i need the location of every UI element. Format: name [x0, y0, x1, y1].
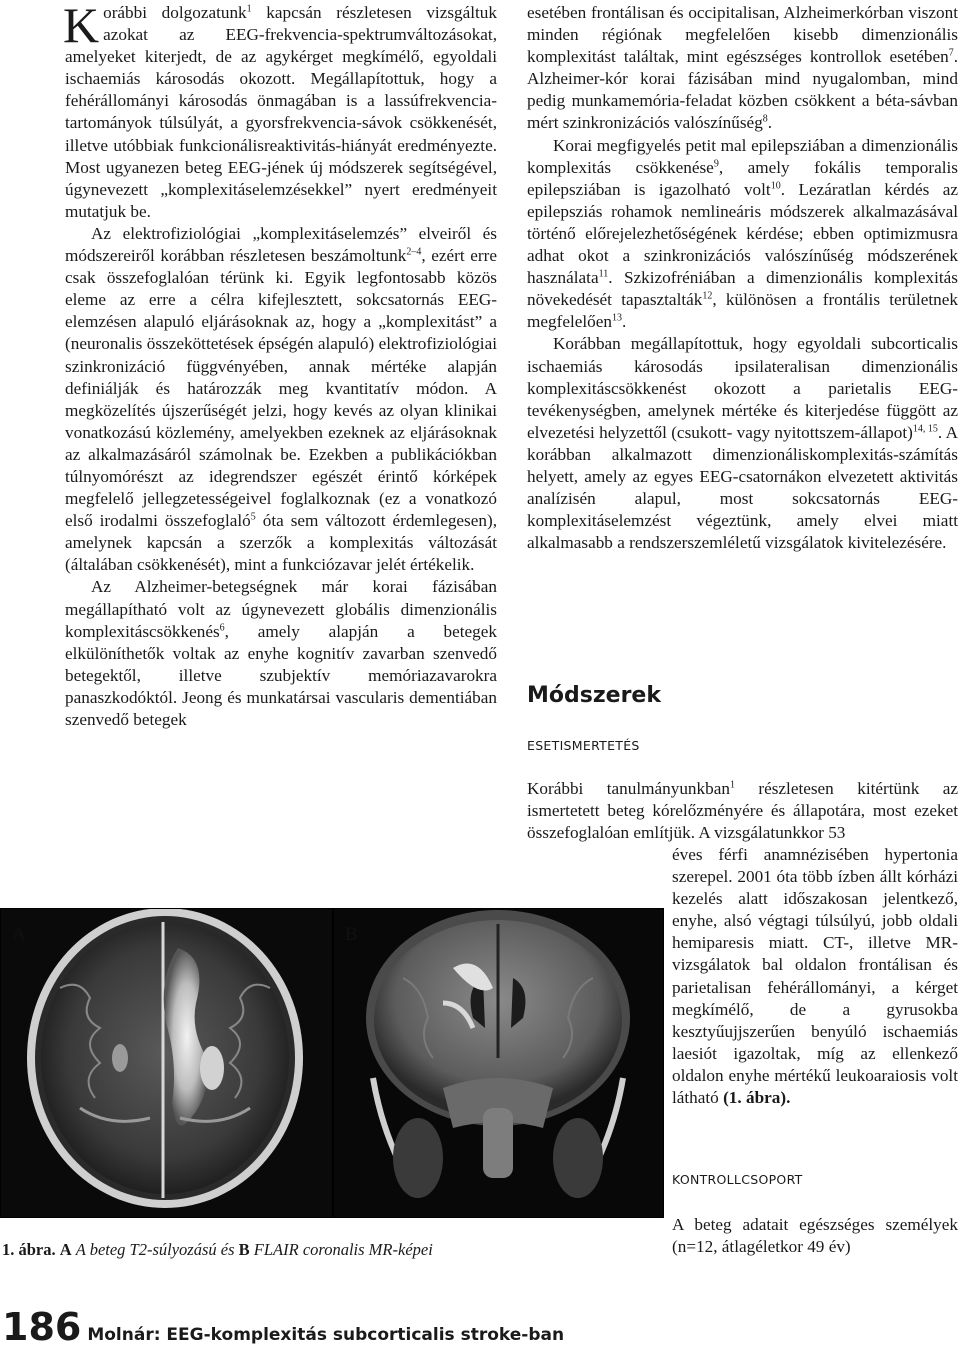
text-run: . [767, 113, 773, 133]
reference-mark: 8 [762, 113, 768, 125]
prior-findings-paragraph [527, 333, 958, 554]
text-run: orábbi dolgozatunk [103, 3, 247, 22]
caption-panel-b: B [238, 1240, 250, 1259]
reference-mark: 12 [702, 290, 713, 302]
text-run: éves férfi anamnézisében hypertonia szerepel. 2001 óta több ízben állt kórházi kezelés alatt időszakosan jelentkező, enyhe, alsó végtagi túlsúlyú, jobb oldali hemiparesis miatt. CT-, illetve MR-vizsgálatok bal oldalon frontálisan és parietalisan fehérállományi, a kérget megkímélő, de a gyrusokba kesztyűujjszerűen benyúló ischaemiás laesiót igazoltak, míg az ellenkező oldalon enyhe mértékű leukoaraiosis volt látható [672, 845, 958, 1108]
figure-label-a: A [12, 924, 26, 945]
subheading-case-report: ESETISMERTETÉS [527, 738, 640, 753]
case-paragraph-narrow [672, 844, 958, 1109]
text-run: Korai megfigyelés petit mal epilepsziában a dimenzionális komplexitás csökkenése [527, 135, 958, 177]
text-run: . A korábban alkalmazott dimenzionáliskomplexitás-számítás helyett, amely az egyes EEG-csatornákon elvezetett aktivitás analízisén alapul, most sokcsatornás EEG-komplexitáselemzést végeztünk, amely elvei miatt alkalmasabb a rendszerszemléletű vizsgálatok kivitelezésére. [527, 422, 958, 553]
reference-mark: 1 [729, 779, 735, 791]
control-group-text: A beteg adatait egészséges személyek (n=12, átlagéletkor 49 év) [672, 1215, 958, 1257]
reference-mark: 7 [948, 47, 954, 59]
reference-mark: 9 [713, 157, 719, 169]
text-run: . Szkizofréniában a dimenzionális komplexitás növekedését tapasztalták [527, 268, 958, 310]
text-run: , különösen a frontális területnek megfelelően [527, 290, 958, 332]
text-run: részletesen kitértünk az ismertetett beteg kórelőzményére és állapotára, most ezeket összefoglalóan említjük. A vizsgálatunkkor 53 [527, 779, 958, 843]
text-run: Az elektrofiziológiai „komplexitáselemzés” elveiről és módszereiről korábban részletesen beszámoltunk [65, 223, 497, 266]
text-run: . Alzheimer-kór korai fázisában mind nyugalomban, mind pedig munkamemória-feladat közben csökkent a béta-sávban mért szinkronizációs valószínűség [527, 47, 958, 133]
epilepsy-paragraph [527, 135, 958, 334]
continuation-paragraph [527, 2, 958, 135]
text-run: , amely fokális temporalis epilepsziában is igazolható volt [527, 157, 958, 199]
alzheimer-paragraph [65, 576, 497, 731]
figure-caption [2, 1240, 433, 1260]
text-run: kapcsán részletesen vizsgáltuk azokat az EEG-frekvencia-spektrumváltozásokat, amelyeket kiterjedt, de az agykérget megkímélő, egyoldali ischaemiás károsodás okozott. Megállapítottuk, hogy a fehérállományi károsodás önmagában is a lassúfrekvencia-tartományok túlsúlyát, a gyorsfrekvencia-sávok csökkenését, illetve utóbbiak funkcionálisreaktivitás-hiányát eredményezte. Most ugyanezen beteg EEG-jének új módszerek segítségével, úgynevezett „komplexitáselemzésekkel” nyert eredményeit mutatjuk be. [65, 3, 497, 221]
caption-label: 1. ábra. [2, 1240, 56, 1259]
running-head: Molnár: EEG-komplexitás subcorticalis stroke-ban [87, 1325, 565, 1345]
reference-mark: 10 [770, 180, 781, 192]
text-run: esetében frontálisan és occipitalisan, Alzheimerkórban viszont minden régiónak megfelelően kisebb dimenzionális komplexitást találtak, mint egészséges kontrollok esetében [527, 3, 958, 67]
case-paragraph-continued [672, 844, 958, 1109]
caption-text: FLAIR coronalis MR-képei [253, 1240, 433, 1259]
reference-mark: 2–4 [406, 246, 422, 258]
methods-overview-paragraph [65, 223, 497, 577]
text-run: . [621, 312, 627, 332]
figure-panel-a [0, 908, 333, 1218]
subheading-control-group: KONTROLLCSOPORT [672, 1172, 803, 1187]
section-heading-methods: Módszerek [527, 683, 661, 708]
figure-panel-b [333, 908, 664, 1218]
case-paragraph-wide [527, 778, 958, 844]
reference-mark: 5 [250, 511, 256, 523]
reference-mark: 13 [611, 312, 622, 324]
control-group-paragraph [672, 1214, 958, 1258]
mri-coronal-flair-image [333, 908, 664, 1218]
reference-mark: 6 [219, 621, 225, 633]
caption-panel-a: A [59, 1240, 72, 1259]
text-run: Korábban megállapítottuk, hogy egyoldali subcorticalis ischaemiás károsodás ipsilateralisan dimenzionális komplexitáscsökkenést okozott a parietalis EEG-tevékenységben, amelynek mértéke és kiterjedése függött az elvezetési helyzettől (csukott- vagy nyitottszem-állapot) [527, 334, 958, 442]
text-run: óta sem változott érdemlegesen), amelynek kapcsán a szerzők a komplexitás változását (általában csökkenését), mint a funkciózavar jelét értékelik. [65, 511, 497, 575]
reference-mark: 11 [598, 268, 609, 280]
page-number: 186 [2, 1305, 82, 1349]
figure-reference: (1. ábra). [723, 1088, 791, 1108]
text-run: , ezért erre csak összefoglalóan térünk ki. Egyik legfontosabb közös eleme az erre a célra kifejlesztett, sokcsatornás EEG-elemzésen alapuló eljárásoknak az, hogy a „komplexitást” a (neuronalis összeköttetések épségén alapuló) elektrofiziológiai szinkronizáció függvényében, annak mértéke alapján definiálják és határozzák meg kvantitatív módon. A megközelítés újszerűségét jelzi, hogy kevés az olyan klinikai vonatkozású közlemény, amelyekben ezeknek az eljárásoknak az alkalmazásáról számolnak be. Ezekben a publikációkban túlnyomórészt az idegrendszer egészét érintő kórképek megfelelő jellegzetességeivel foglalkoznak (ez a vonatkozó első irodalmi összefoglaló [65, 246, 497, 531]
text-run: , amely alapján a betegek elkülöníthetők voltak az enyhe kognitív zavarban szenvedő betegektől, illetve szubjektív memóriazavarokra panaszkodóktól. Jeong és munkatársai vascularis dementiában szenvedő betegek [65, 621, 497, 729]
figure-label-b: B [345, 924, 358, 945]
drop-cap: K [63, 0, 100, 53]
reference-mark: 14, 15 [912, 423, 938, 435]
caption-text: A beteg T2-súlyozású és [75, 1240, 235, 1259]
left-column [65, 2, 497, 731]
text-run: Az Alzheimer-betegségnek már korai fázisában megállapítható volt az úgynevezett globális dimenzionális komplexitáscsökkenés [65, 577, 497, 641]
text-run: . Lezáratlan kérdés az epilepsziás rohamok nemlineáris módszerek alkalmazásával történő előrejelezhetőségének kérdése; ebben optimizmusra adhat okot a szinkronizációs valószínűség módszerének használata [527, 179, 958, 288]
text-run: Korábbi tanulmányunkban [527, 779, 730, 798]
reference-mark: 1 [246, 3, 252, 15]
mri-axial-t2-image [0, 908, 333, 1218]
intro-paragraph [65, 2, 497, 223]
case-paragraph-text [527, 778, 958, 844]
page-footer [2, 1305, 565, 1349]
right-column [527, 2, 958, 554]
